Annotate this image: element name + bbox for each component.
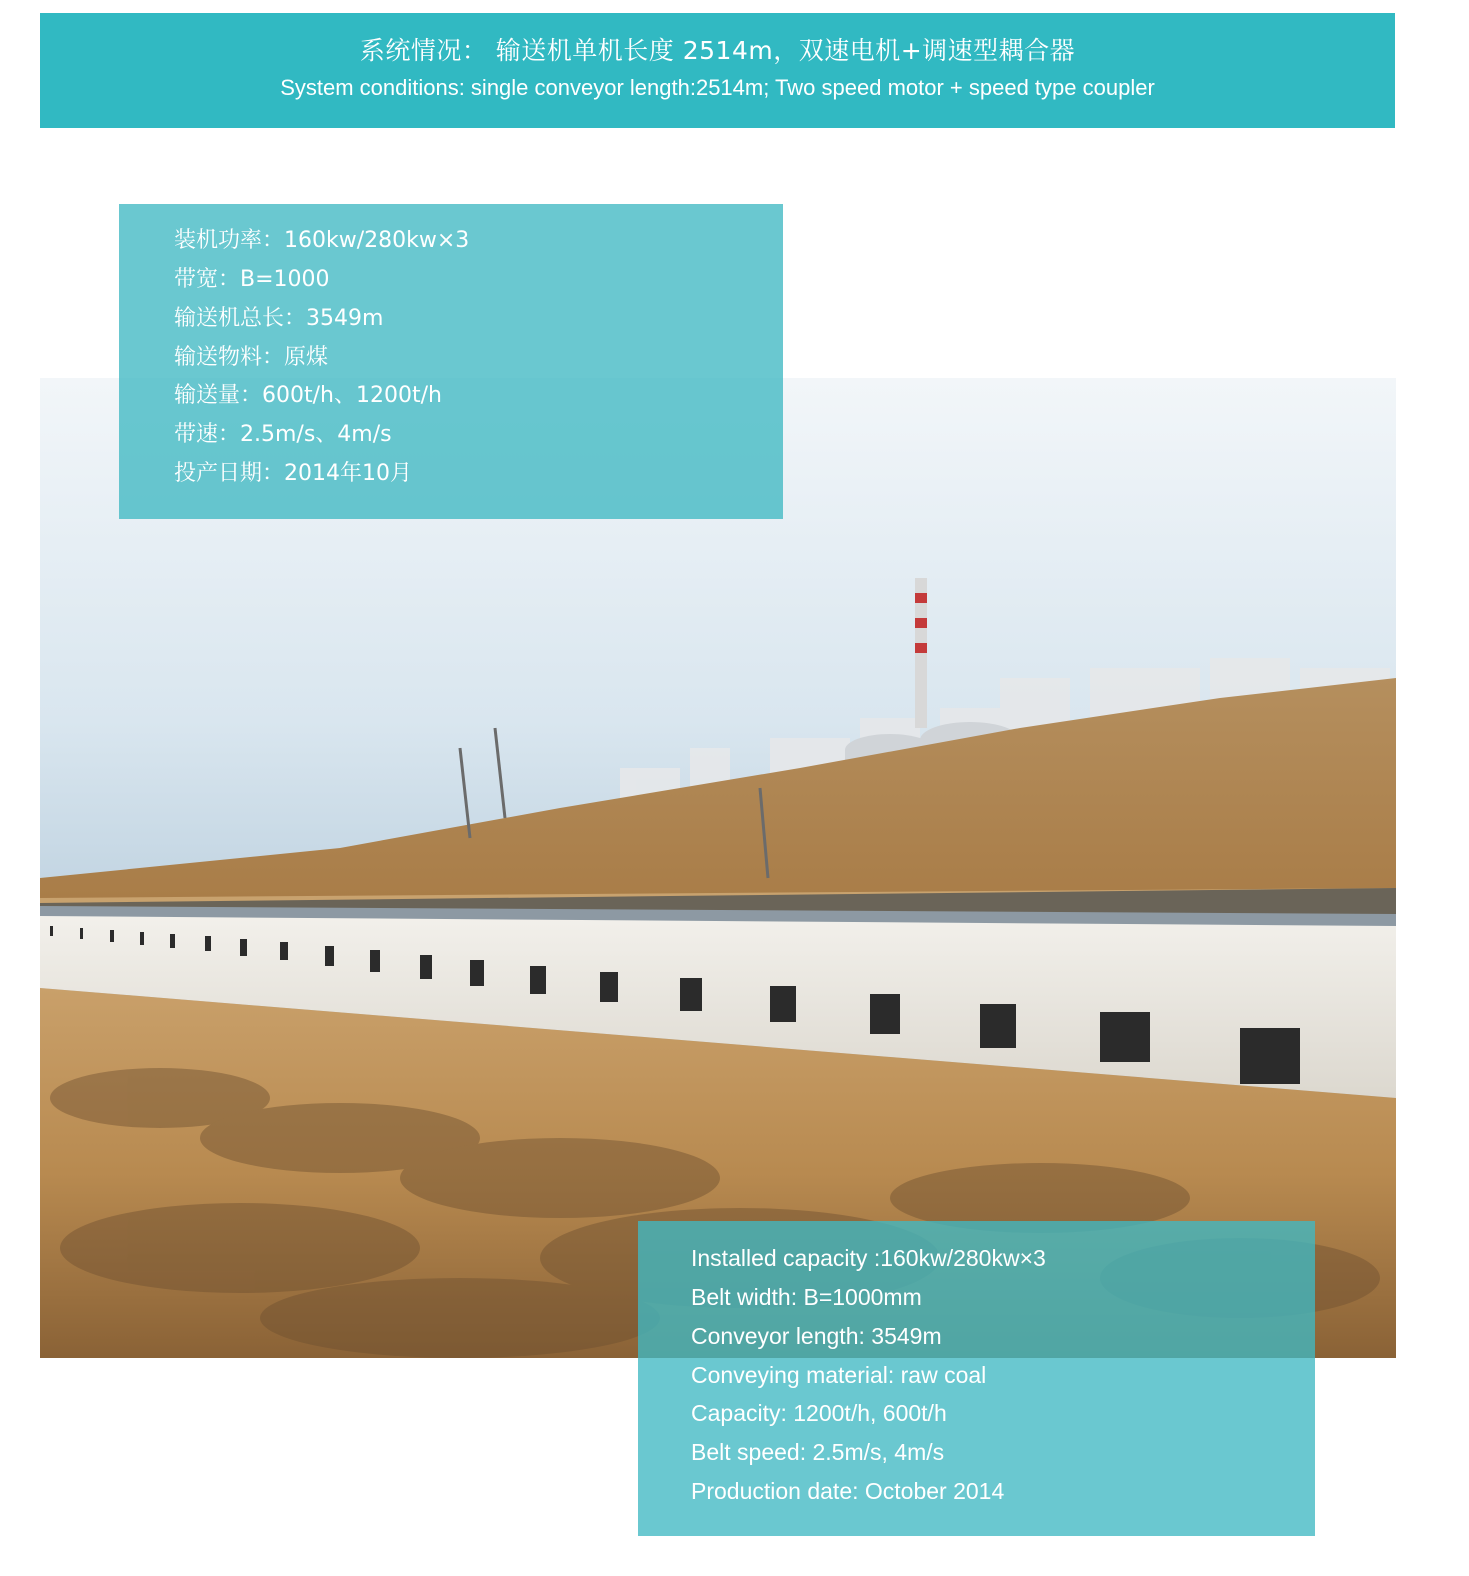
header-title-zh: 系统情况： 输送机单机长度 2514m，双速电机+调速型耦合器 xyxy=(359,36,1076,65)
spec-belt-speed-en: Belt speed: 2.5m/s, 4m/s xyxy=(691,1439,945,1465)
spec-installed-power-en: Installed capacity :160kw/280kw×3 xyxy=(691,1245,1046,1271)
header-banner xyxy=(40,13,1395,128)
spec-belt-speed-zh: 带速：2.5m/s、4m/s xyxy=(174,422,392,447)
spec-belt-width-zh: 带宽：B=1000 xyxy=(174,267,330,292)
spec-material-en: Conveying material: raw coal xyxy=(691,1362,987,1388)
spec-capacity-en: Capacity: 1200t/h, 600t/h xyxy=(691,1400,947,1426)
specs-panel-en xyxy=(638,1221,1315,1536)
spec-conveyor-length-en: Conveyor length: 3549m xyxy=(691,1323,942,1349)
header-title-en: System conditions: single conveyor length:2514m; Two speed motor + speed type coupler xyxy=(280,75,1155,100)
spec-belt-width-en: Belt width: B=1000mm xyxy=(691,1284,922,1310)
spec-conveyor-length-zh: 输送机总长：3549m xyxy=(174,306,384,331)
spec-production-date-zh: 投产日期：2014年10月 xyxy=(174,461,412,486)
spec-capacity-zh: 输送量：600t/h、1200t/h xyxy=(174,383,442,408)
spec-installed-power-zh: 装机功率：160kw/280kw×3 xyxy=(174,228,470,253)
specs-panel-zh xyxy=(119,204,783,519)
spec-material-zh: 输送物料：原煤 xyxy=(174,345,329,370)
spec-production-date-en: Production date: October 2014 xyxy=(691,1478,1005,1504)
conveyor-photo xyxy=(40,378,1396,1358)
